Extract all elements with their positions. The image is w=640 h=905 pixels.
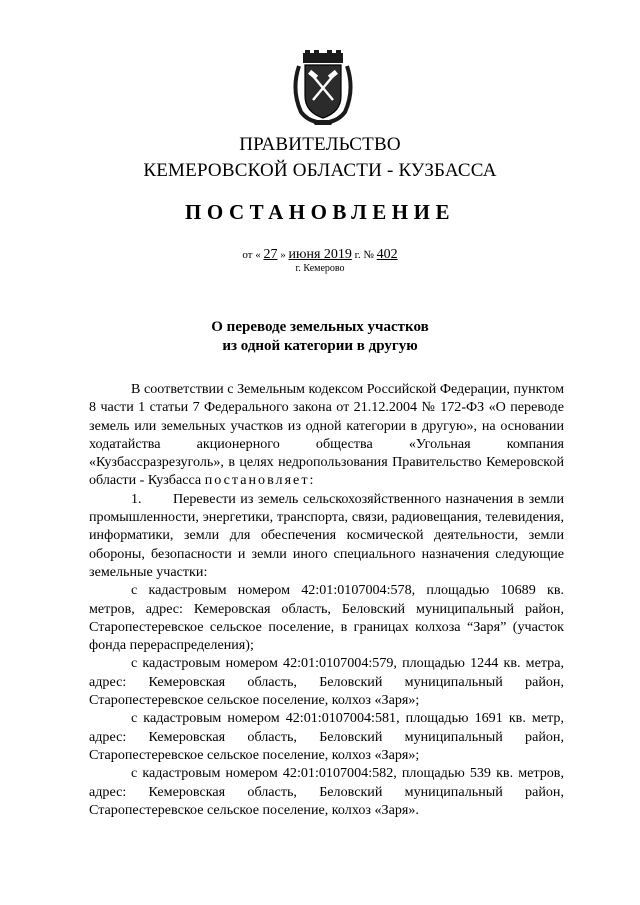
- document-city: г. Кемерово: [295, 263, 345, 274]
- subject-line2: из одной категории в другую: [222, 338, 418, 354]
- item-1-paragraph: 1. Перевести из земель сельскохозяйственного назначения в земли промышленности, энергетики, транспорта, связи, радиовещания, телевидения, информатики, земли для обеспечения космической деятельности, земли обороны, безопасности и земли иного специального назначения следующие земельные участки:: [89, 490, 564, 580]
- document-type-title: ПОСТАНОВЛЕНИЕ: [185, 200, 455, 224]
- document-body: [89, 380, 564, 819]
- date-suffix: г. №: [354, 249, 374, 261]
- document-date-line: [0, 247, 640, 263]
- org-name-line1: ПРАВИТЕЛЬСТВО: [239, 134, 401, 155]
- document-number: 402: [376, 247, 398, 262]
- org-name-line2: КЕМЕРОВСКОЙ ОБЛАСТИ - КУЗБАССА: [143, 160, 497, 181]
- date-month-year: июня 2019: [288, 247, 352, 262]
- date-day: 27: [263, 247, 278, 262]
- parcel-3-paragraph: с кадастровым номером 42:01:0107004:581, площадью 1691 кв. метр, адрес: Кемеровская область, Беловский муниципальный район, Старопестеревское сельское поселение, колхоз «Заря»;: [89, 710, 564, 763]
- date-mid: »: [280, 249, 286, 261]
- parcel-2-paragraph: с кадастровым номером 42:01:0107004:579, площадью 1244 кв. метра, адрес: Кемеровская область, Беловский муниципальный район, Старопестеревское сельское поселение, колхоз «Заря»;: [89, 655, 564, 709]
- preamble-paragraph: [89, 380, 564, 490]
- subject-line1: О переводе земельных участков: [211, 319, 429, 335]
- date-prefix: от «: [242, 249, 261, 261]
- coat-of-arms-icon: [291, 50, 355, 126]
- preamble-text: В соответствии с Земельным кодексом Российской Федерации, пунктом 8 части 1 статьи 7 Федерального закона от 21.12.2004 № 172-ФЗ «О переводе земель или земельных участков из одной категории в другую», на основании ходатайства акционерного общества «Угольная компания «Кузбассразрезуголь», в целях недропользования Правительство Кемеровской области - Кузбасса: [89, 381, 564, 489]
- parcel-4-paragraph: с кадастровым номером 42:01:0107004:582, площадью 539 кв. метров, адрес: Кемеровская область, Беловский муниципальный район, Старопестеревское сельское поселение, колхоз «Заря».: [89, 765, 564, 818]
- decree-word: постановляет:: [204, 472, 316, 489]
- document-subject: [0, 318, 640, 356]
- parcel-1-paragraph: с кадастровым номером 42:01:0107004:578, площадью 10689 кв. метров, адрес: Кемеровская область, Беловский муниципальный район, Старопестеревское сельское поселение, в границах колхоза “Заря” (участок фонда перераспределения);: [89, 582, 564, 654]
